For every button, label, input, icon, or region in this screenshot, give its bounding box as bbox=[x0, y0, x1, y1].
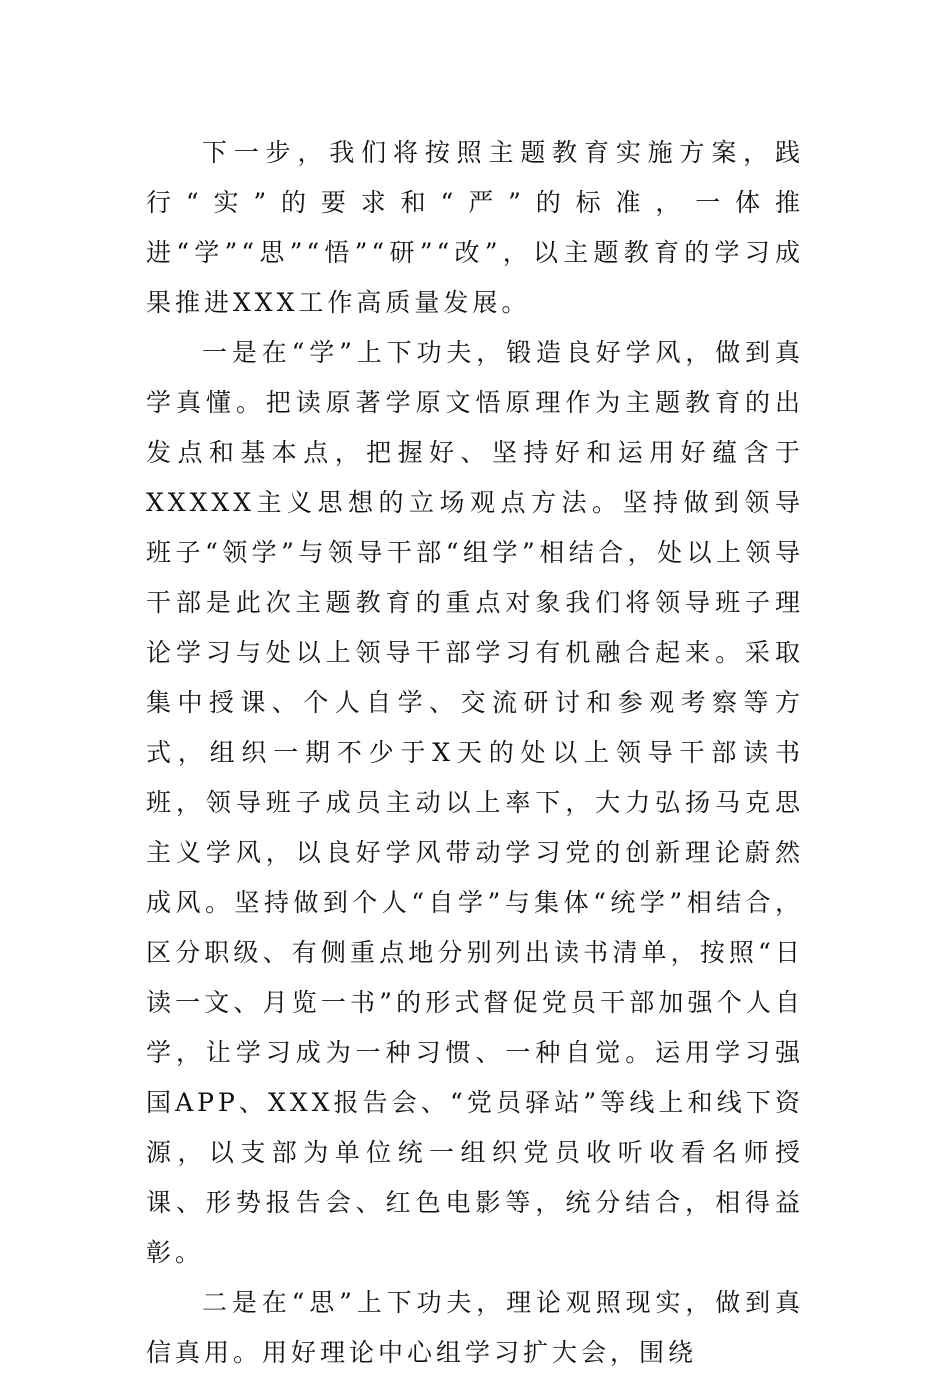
paragraph-next-step: 下一步，我们将按照主题教育实施方案，践行“实”的要求和“严”的标准，一体推进“学”“思”“悟”“研”“改”，以主题教育的学习成果推进XXX工作高质量发展。 bbox=[146, 138, 804, 317]
document-body bbox=[146, 128, 804, 1378]
paragraph-think: 二是在“思”上下功夫，理论观照现实，做到真信真用。用好理论中心组学习扩大会，围绕 bbox=[146, 1288, 804, 1367]
paragraph-study: 一是在“学”上下功夫，锻造良好学风，做到真学真懂。把读原著学原文悟原理作为主题教育的出发点和基本点，把握好、坚持好和运用好蕴含于XXXXX主义思想的立场观点方法。坚持做到领导班子“领学”与领导干部“组学”相结合，处以上领导干部是此次主题教育的重点对象我们将领导班子理论学习与处以上领导干部学习有机融合起来。采取集中授课、个人自学、交流研讨和参观考察等方式，组织一期不少于X天的处以上领导干部读书班，领导班子成员主动以上率下，大力弘扬马克思主义学风，以良好学风带动学习党的创新理论蔚然成风。坚持做到个人“自学”与集体“统学”相结合，区分职级、有侧重点地分别列出读书清单，按照“日读一文、月览一书”的形式督促党员干部加强个人自学，让学习成为一种习惯、一种自觉。运用学习强国APP、XXX报告会、“党员驿站”等线上和线下资源，以支部为单位统一组织党员收听收看名师授课、形势报告会、红色电影等，统分结合，相得益彰。 bbox=[146, 338, 804, 1267]
